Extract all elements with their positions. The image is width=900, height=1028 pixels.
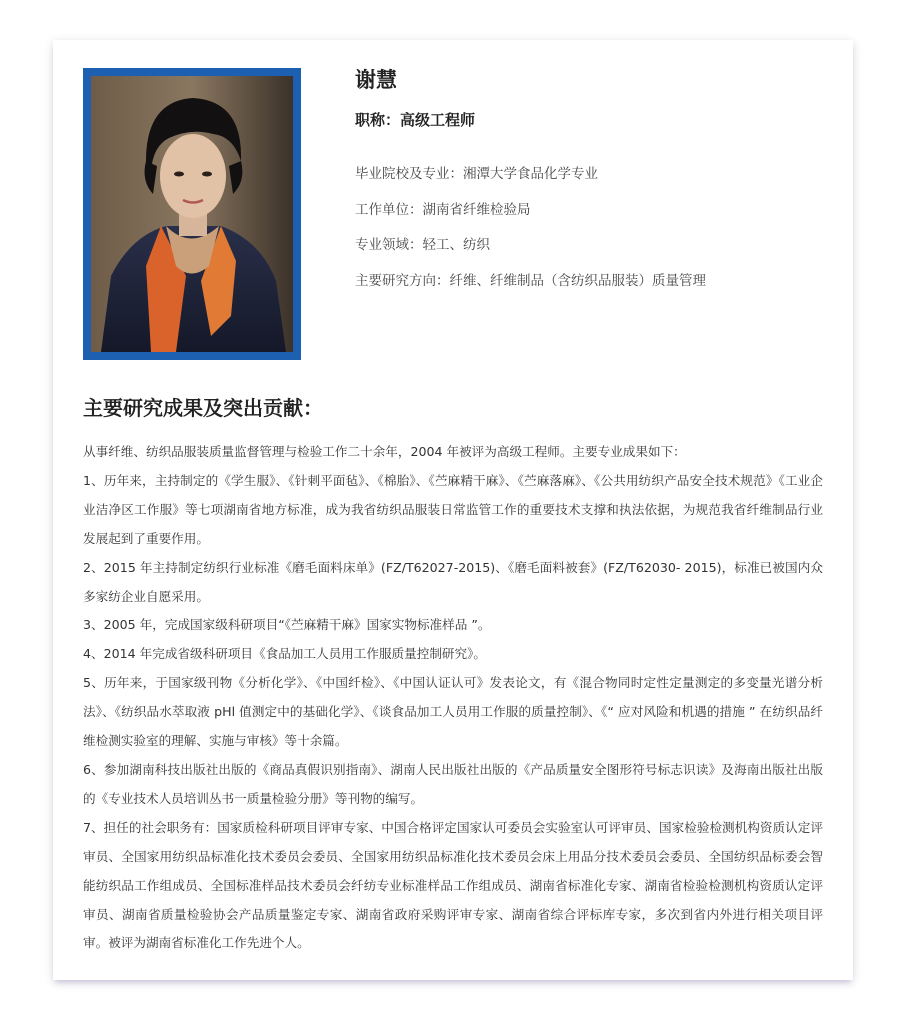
achievement-item-7: 7、担任的社会职务有：国家质检科研项目评审专家、中国合格评定国家认可委员会实验室认可评审员、国家检验检测机构资质认定评审员、全国家用纺织品标准化技术委员会委员、全国家用纺织品标准化技术委员会床上用品分技术委员会委员、全国纺织品标委会智能纺织品工作组成员、全国标准样品技术委员会纤纺专业标准样品工作组成员、湖南省标准化专家、湖南省检验检测机构资质认定评审员、湖南省质量检验协会产品质量鉴定专家、湖南省政府采购评审专家、湖南省综合评标库专家，多次到省内外进行相关项目评审。被评为湖南省标准化工作先进个人。	[83, 819, 823, 951]
info-employer: 工作单位：湖南省纤维检验局	[355, 201, 531, 218]
info-field: 专业领域：轻工、纺织	[355, 237, 490, 253]
profile-card	[53, 40, 853, 980]
achievements-body	[83, 438, 823, 958]
profile-info	[355, 64, 835, 304]
achievement-item-2: 2、2015 年主持制定纺织行业标准《磨毛面料床单》(FZ/T62027-2015)、《磨毛面料被套》(FZ/T62030- 2015)，标准已被国内众多家纺企业自愿采用。	[83, 559, 823, 604]
info-list	[355, 162, 835, 304]
portrait-illustration	[91, 76, 293, 352]
achievements-heading: 主要研究成果及突出贡献：	[83, 396, 323, 420]
achievements-intro: 从事纤维、纺织品服装质量监督管理与检验工作二十余年，2004 年被评为高级工程师。主要专业成果如下：	[83, 444, 686, 459]
portrait-frame	[83, 68, 301, 360]
achievement-item-6: 6、参加湖南科技出版社出版的《商品真假识别指南》、湖南人民出版社出版的《产品质量安全图形符号标志识读》及海南出版社出版的《专业技术人员培训丛书一质量检验分册》等刊物的编写。	[83, 761, 823, 806]
info-research: 主要研究方向：纤维、纤维制品（含纺织品服装）质量管理	[355, 272, 706, 289]
achievement-item-4: 4、2014 年完成省级科研项目《食品加工人员用工作服质量控制研究》。	[83, 646, 486, 662]
achievement-item-3: 3、2005 年，完成国家级科研项目“《苎麻精干麻》国家实物标准样品 ”。	[83, 617, 491, 633]
info-education: 毕业院校及专业：湘潭大学食品化学专业	[355, 166, 598, 182]
person-name: 谢慧	[355, 68, 397, 92]
portrait-photo	[91, 76, 293, 352]
job-title: 职称：高级工程师	[355, 111, 476, 129]
achievement-item-5: 5、历年来，于国家级刊物《分析化学》、《中国纤检》、《中国认证认可》发表论文，有《混合物同时定性定量测定的多变量光谱分析法》、《纺织品水萃取液 pHl 值测定中的基础化学》、《谈食品加工人员用工作服的质量控制》、《“ 应对风险和机遇的措施 ” 在纺织品纤维检测实验室的理解、实施与审核》等十余篇。	[83, 675, 823, 749]
achievement-item-1: 1、历年来，主持制定的《学生服》、《针刺平面毡》、《棉胎》、《苎麻精干麻》、《苎麻落麻》、《公共用纺织产品安全技术规范》《工业企业洁净区工作服》等七项湖南省地方标准，成为我省纺织品服装日常监管工作的重要技术支撑和执法依据，为规范我省纤维制品行业发展起到了重要作用。	[83, 472, 823, 546]
